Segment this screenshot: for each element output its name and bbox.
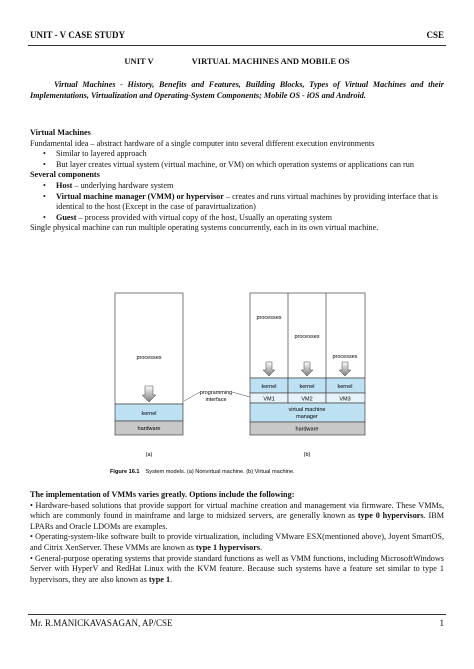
system-models-figure	[110, 288, 370, 478]
fig-b-vm-label: VM1	[263, 396, 275, 403]
figure-number: Figure 16.1	[110, 469, 140, 475]
impl-text: . IBM LPARs and Oracle LDOMs are examples.	[30, 511, 445, 531]
fig-a-processes-label: processes	[136, 355, 162, 361]
impl-text: • Hardware-based solutions that provide support for virtual machine creation and management via firmware. These VMMs, which are commonly found in mainframe and large to midsized servers, are generally known as	[30, 500, 444, 521]
vm-bullet: • But layer creates virtual system (virtual machine, or VM) on which operation systems or applications can run	[30, 160, 444, 171]
vm-heading: Virtual Machines	[30, 128, 91, 137]
unit-title: VIRTUAL MACHINES AND MOBILE OS	[191, 56, 350, 66]
fig-b-processes-label: processes	[332, 354, 358, 360]
page-footer	[30, 618, 444, 628]
fig-b-vm-label: VM2	[301, 396, 313, 403]
fig-a-label: (a)	[145, 452, 153, 458]
fig-b-label: (b)	[303, 452, 311, 458]
vmm-implementations	[30, 490, 444, 585]
impl-term: type 1 hypervisors	[195, 542, 261, 552]
impl-text: • Operating-system-like software built to provide virtualization, including VMware ESX(mentioned above), Joyent SmartOS, and Citrix XenServer. These VMMs are known as	[30, 532, 444, 552]
fig-interface-label: programming	[199, 390, 233, 396]
component-desc: – process provided with virtual copy of the host, Usually an operating system	[76, 212, 333, 222]
fig-b-vmm-label: virtual machine	[288, 407, 326, 413]
impl-term: type 0 hypervisors	[357, 511, 424, 521]
vm-intro: Fundamental idea – abstract hardware of a single computer into several different execution environments	[30, 138, 375, 148]
component-item	[30, 181, 444, 192]
header-dept: CSE	[426, 30, 444, 40]
impl-heading: The implementation of VMMs varies greatly. Options include the following:	[30, 490, 295, 499]
page-header	[30, 30, 444, 44]
impl-text: • General-purpose operating systems that provide standard functions as well as VMM functions, including MicrosoftWindows Server with HyperV and RedHat Linux with the KVM feature. Because such systems have a feature set similar to type 1 hypervisors, they are also known as	[30, 553, 444, 584]
impl-paragraph	[30, 554, 444, 586]
impl-text: .	[170, 574, 173, 584]
component-term: Virtual machine manager (VMM) or hypervisor	[56, 191, 224, 201]
fig-b-vm-label: VM3	[339, 396, 351, 403]
vm-bullet: • Similar to layered approach	[30, 149, 444, 160]
fig-interface-leader	[184, 392, 200, 401]
fig-b-kernel-label: kernel	[337, 384, 353, 390]
footer-rule	[28, 614, 446, 615]
vm-section	[30, 128, 444, 234]
page-number: 1	[439, 618, 444, 628]
unit-syllabus: Virtual Machines - History, Benefits and Features, Building Blocks, Types of Virtual Machines and their Implementations, Virtualization and Operating-System Components; Mobile OS - iOS and Android.	[30, 80, 444, 100]
fig-b-kernel-label: kernel	[261, 384, 277, 390]
unit-label: UNIT V	[124, 56, 154, 66]
impl-paragraph	[30, 532, 444, 553]
fig-b-kernel-label: kernel	[299, 384, 315, 390]
header-title: UNIT - V CASE STUDY	[30, 30, 126, 40]
fig-interface-leader	[232, 392, 250, 397]
component-term: Guest	[56, 212, 77, 222]
component-desc: – underlying hardware system	[72, 180, 174, 190]
impl-term: type 1	[148, 574, 171, 584]
component-desc: – creates and runs virtual machines by providing interface that is identical to the host (Except in the case of paravirtualization)	[56, 191, 438, 212]
footer-author: Mr. R.MANICKAVASAGAN, AP/CSE	[30, 618, 173, 628]
component-item	[30, 213, 444, 224]
component-item	[30, 192, 444, 213]
component-term: Host	[56, 180, 73, 190]
fig-b-vmm-label: manager	[296, 414, 318, 420]
impl-text: .	[260, 542, 263, 552]
fig-a-hardware-label: hardware	[137, 426, 161, 432]
components-summary: Single physical machine can run multiple operating systems concurrently, each in its own virtual machine.	[30, 223, 379, 233]
fig-interface-label: interface	[205, 397, 227, 403]
fig-b-processes-label: processes	[294, 334, 320, 340]
components-heading: Several components	[30, 170, 100, 180]
figure-caption	[110, 469, 295, 475]
fig-b-processes-label: processes	[256, 315, 282, 321]
fig-b-hardware-label: hardware	[295, 426, 319, 433]
header-rule	[28, 45, 446, 46]
fig-a-kernel-label: kernel	[141, 411, 157, 417]
document-title	[0, 56, 474, 66]
impl-paragraph	[30, 501, 444, 533]
figure-caption-text: System models. (a) Nonvirtual machine. (b) Virtual machine.	[145, 469, 295, 475]
